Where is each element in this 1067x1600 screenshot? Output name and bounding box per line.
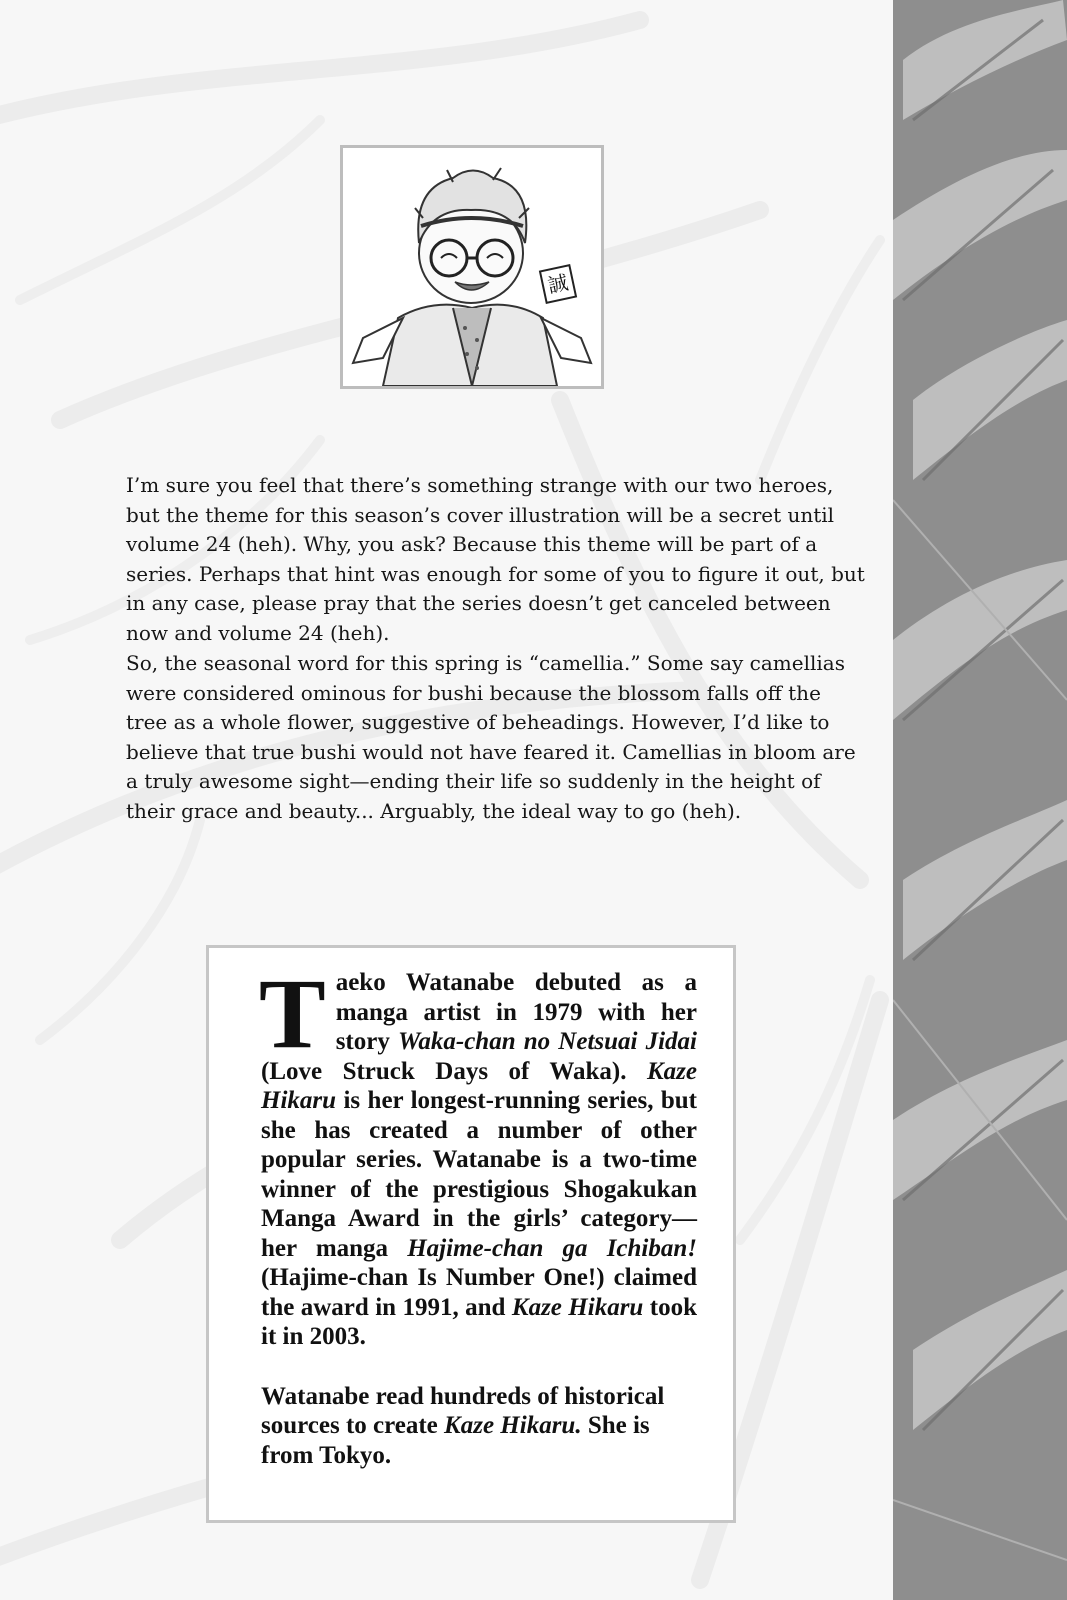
bio-text-segment: took it in 2003.	[261, 1293, 697, 1350]
bio-title-kaze: Kaze Hikaru	[261, 1057, 697, 1114]
bio-paragraph-2	[261, 1382, 697, 1471]
drop-cap: T	[259, 958, 326, 1069]
bio-title-kaze: Kaze Hikaru.	[444, 1412, 582, 1439]
author-note-paragraph-2: So, the seasonal word for this spring is “camellia.” Some say camellias were considered ominous for bushi because the blossom falls off the tree as a whole flower, suggestive of beheadings. However, I’d like to believe that true bushi would not have feared it. Camellias in bloom are a truly awesome sight—ending their life so suddenly in the height of their grace and beauty... Arguably, the ideal way to go (heh).	[126, 651, 856, 823]
badge-glyph: 誠	[545, 270, 571, 298]
bio-title-hajime: Hajime-chan ga Ichiban!	[407, 1234, 698, 1262]
decorative-side-band	[893, 0, 1067, 1600]
author-portrait	[340, 145, 604, 389]
bio-title-kaze: Kaze Hikaru	[511, 1293, 644, 1321]
bio-text-segment: She is from Tokyo.	[261, 1412, 650, 1469]
author-caricature	[343, 148, 601, 386]
author-note-paragraph-1: I’m sure you feel that there’s something strange with our two heroes, but the theme for this season’s cover illustration will be a secret until volume 24 (heh). Why, you ask? Because this theme will be part of a series. Perhaps that hint was enough for some of you to figure it out, but in any case, please pray that the series doesn’t get canceled between now and volume 24 (heh).	[126, 473, 865, 645]
bio-text-segment: (Hajime-chan Is Number One!) claimed the award in 1991, and	[261, 1264, 697, 1321]
leaf-band-pattern	[893, 0, 1067, 1600]
author-bio-box	[206, 945, 736, 1523]
bio-text-segment: aeko Watanabe debuted as a manga artist in 1979 with her story	[335, 969, 697, 1055]
bio-text-segment: is her longest-running series, but she has created a number of other popular series. Watanabe is a two-time winner of the prestigious Shogakukan Manga Award in the girls’ category—her manga	[261, 1087, 697, 1262]
bio-paragraph-1	[259, 958, 698, 1352]
bio-text-segment: (Love Struck Days of Waka).	[261, 1057, 647, 1085]
bio-title-waka: Waka-chan no Netsuai Jidai	[398, 1028, 697, 1055]
bio-text-segment: Watanabe read hundreds of historical sources to create	[261, 1382, 665, 1439]
